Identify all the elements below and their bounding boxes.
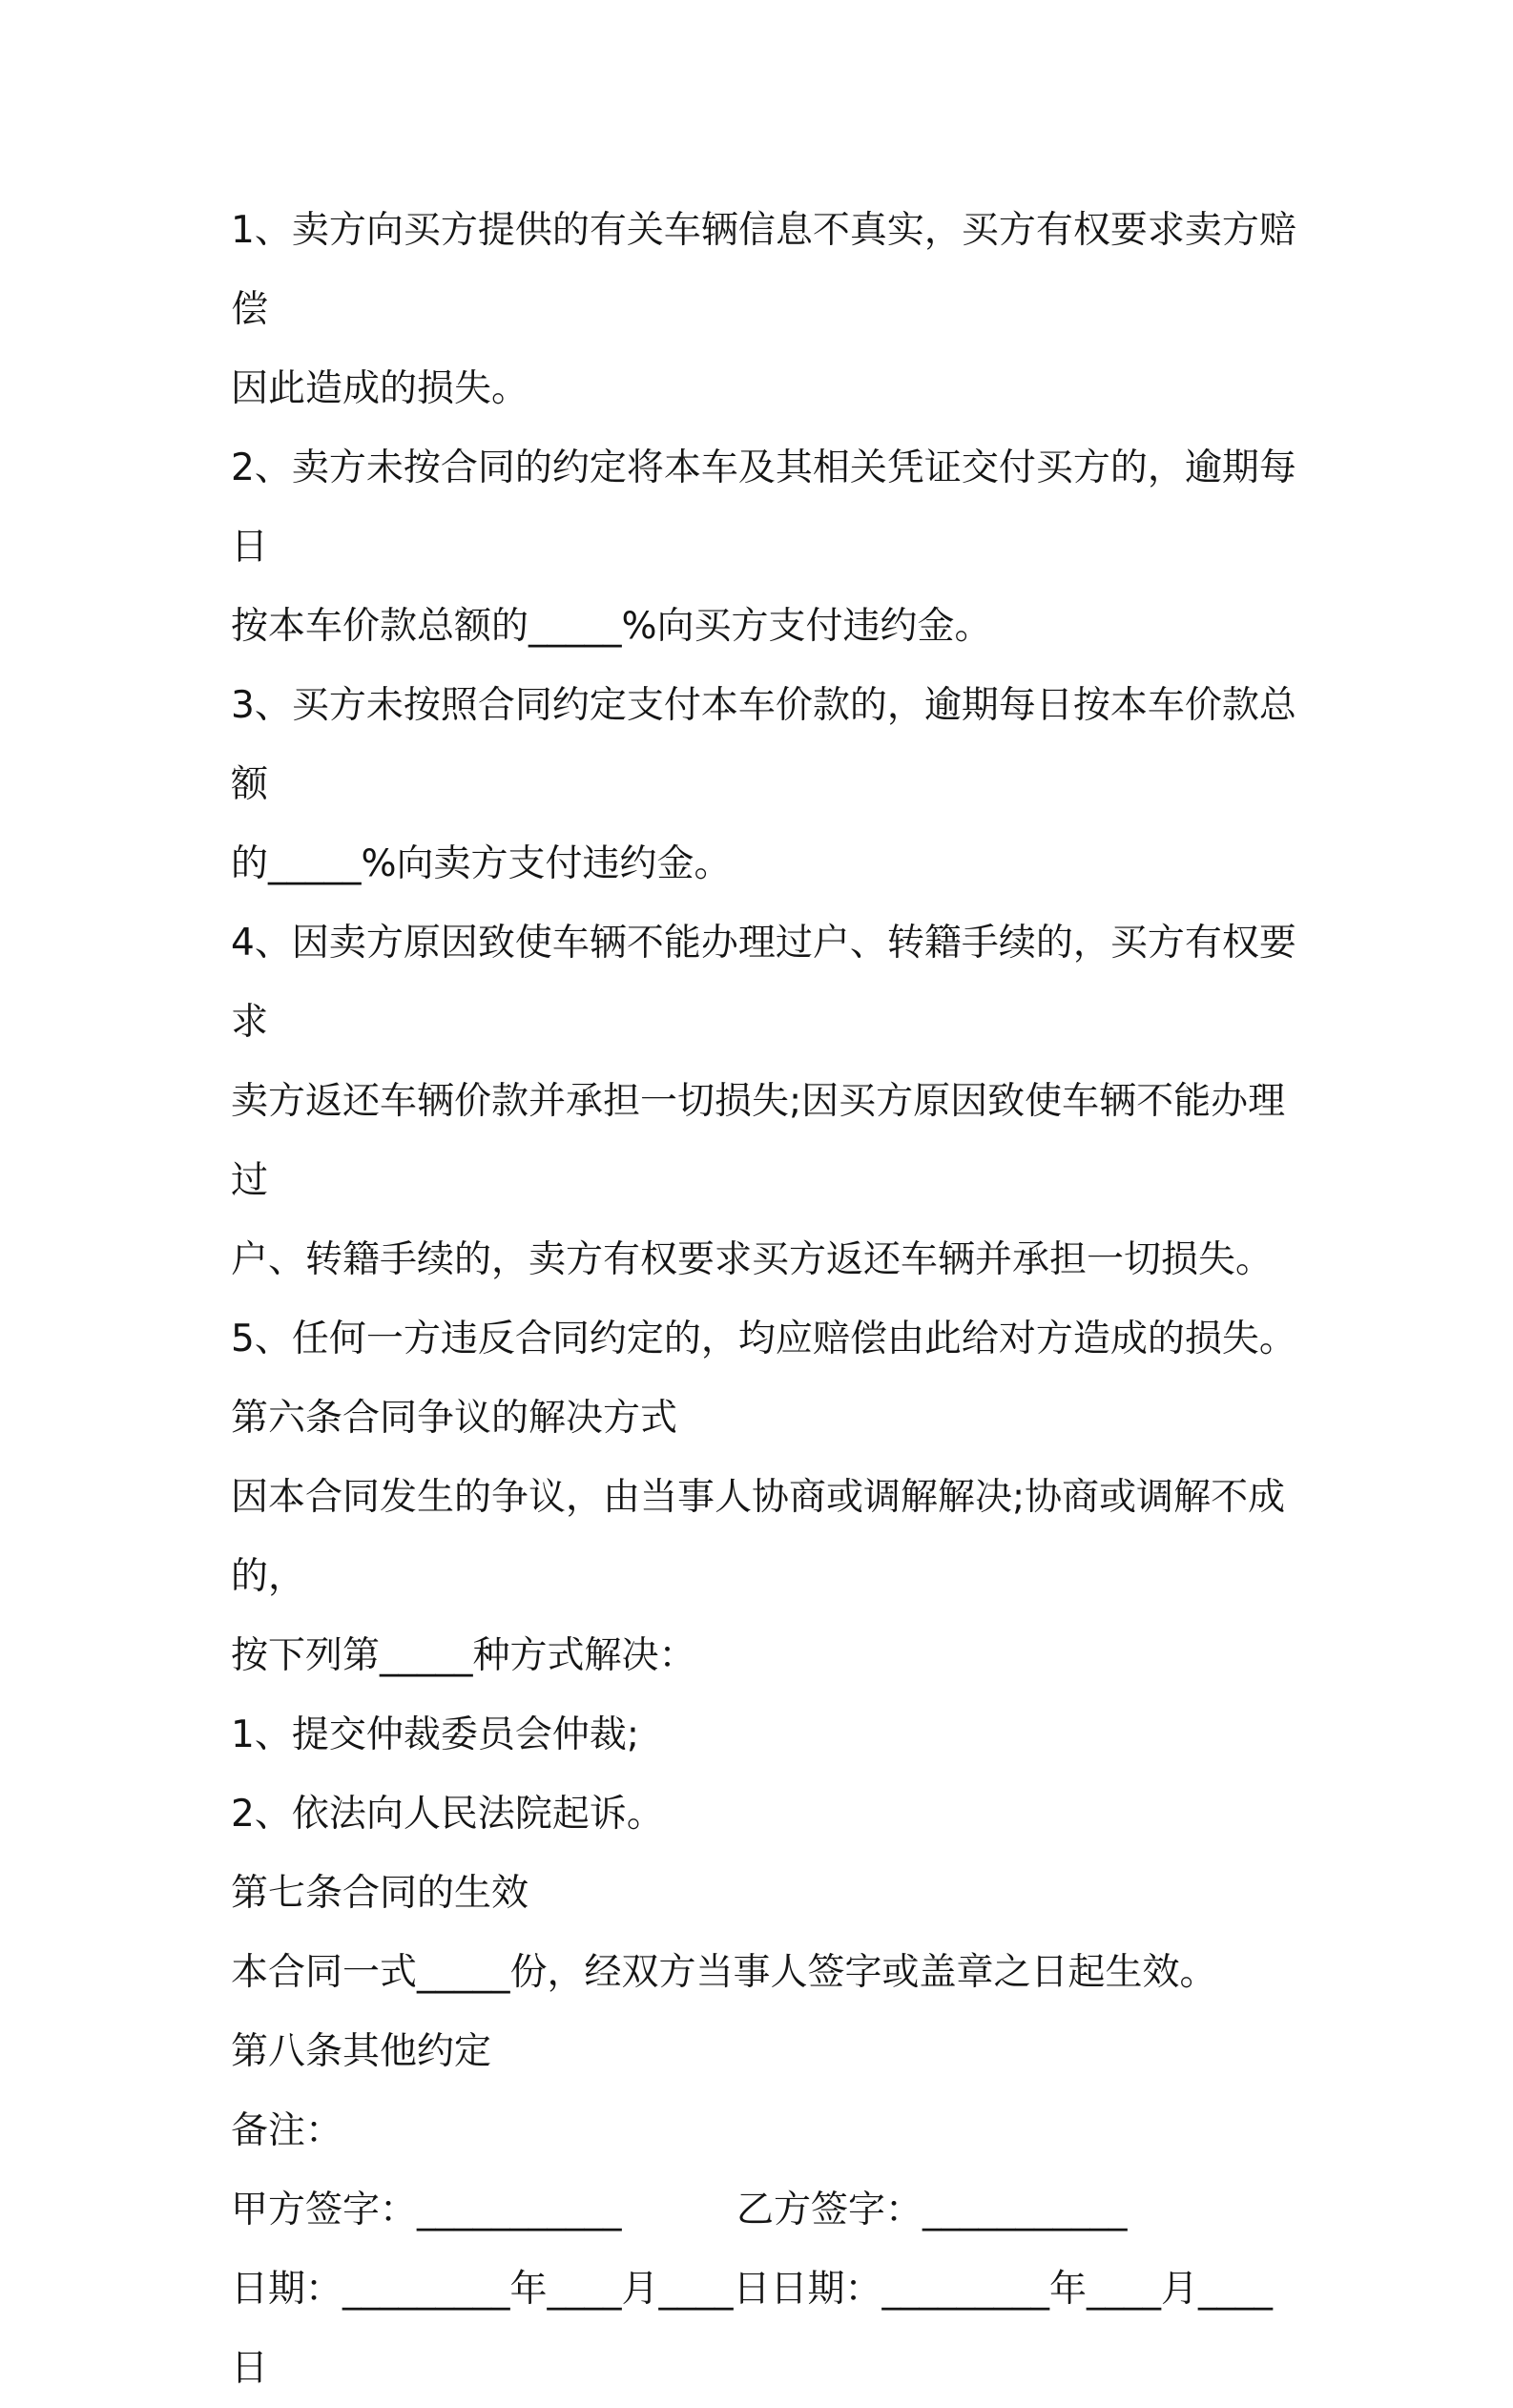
date-line: 日期：_________年____月____日日期：_________年____月____ xyxy=(231,2268,1274,2311)
clause-5-3-line-2: 的_____%向卖方支付违约金。 xyxy=(231,842,732,885)
article-6-option-1: 1、提交仲裁委员会仲裁; xyxy=(231,1713,639,1756)
clause-5-1-line-1: 1、卖方向买方提供的有关车辆信息不真实，买方有权要求卖方赔偿 xyxy=(231,209,1296,331)
signature-row xyxy=(231,2170,1309,2250)
article-8-heading: 第八条其他约定 xyxy=(231,2030,492,2073)
article-6-heading: 第六条合同争议的解决方式 xyxy=(231,1397,678,1440)
clause-5-3-line-1: 3、买方未按照合同约定支付本车价款的，逾期每日按本车价款总额 xyxy=(231,684,1296,806)
clause-5-2-line-2: 按本车价款总额的_____%向买方支付违约金。 xyxy=(231,605,992,648)
clause-5-2-line-1: 2、卖方未按合同的约定将本车及其相关凭证交付买方的，逾期每日 xyxy=(231,446,1296,569)
clause-5-1-line-2: 因此造成的损失。 xyxy=(231,367,529,410)
article-6-body-line-1: 因本合同发生的争议，由当事人协商或调解解决;协商或调解不成的， xyxy=(231,1476,1286,1598)
remarks-label: 备注： xyxy=(231,2109,343,2152)
article-6-option-2: 2、依法向人民法院起诉。 xyxy=(231,1793,664,1836)
party-a-signature: 甲方签字：___________ xyxy=(231,2189,622,2232)
party-b-signature: 乙方签字：___________ xyxy=(736,2189,1128,2232)
article-7-body: 本合同一式_____份，经双方当事人签字或盖章之日起生效。 xyxy=(231,1951,1217,1994)
clause-5-4-line-3: 户、转籍手续的，卖方有权要求买方返还车辆并承担一切损失。 xyxy=(231,1238,1274,1281)
date-line-continuation: 日 xyxy=(231,2347,269,2390)
article-7-heading: 第七条合同的生效 xyxy=(231,1872,529,1915)
article-6-body-line-2: 按下列第_____种方式解决： xyxy=(231,1634,696,1677)
clause-5-4-line-1: 4、因卖方原因致使车辆不能办理过户、转籍手续的，买方有权要求 xyxy=(231,922,1296,1044)
clause-5-5: 5、任何一方违反合同约定的，均应赔偿由此给对方造成的损失。 xyxy=(231,1318,1296,1360)
clause-5-4-line-2: 卖方返还车辆价款并承担一切损失;因买方原因致使车辆不能办理过 xyxy=(231,1080,1286,1202)
contract-body xyxy=(231,191,1309,2408)
